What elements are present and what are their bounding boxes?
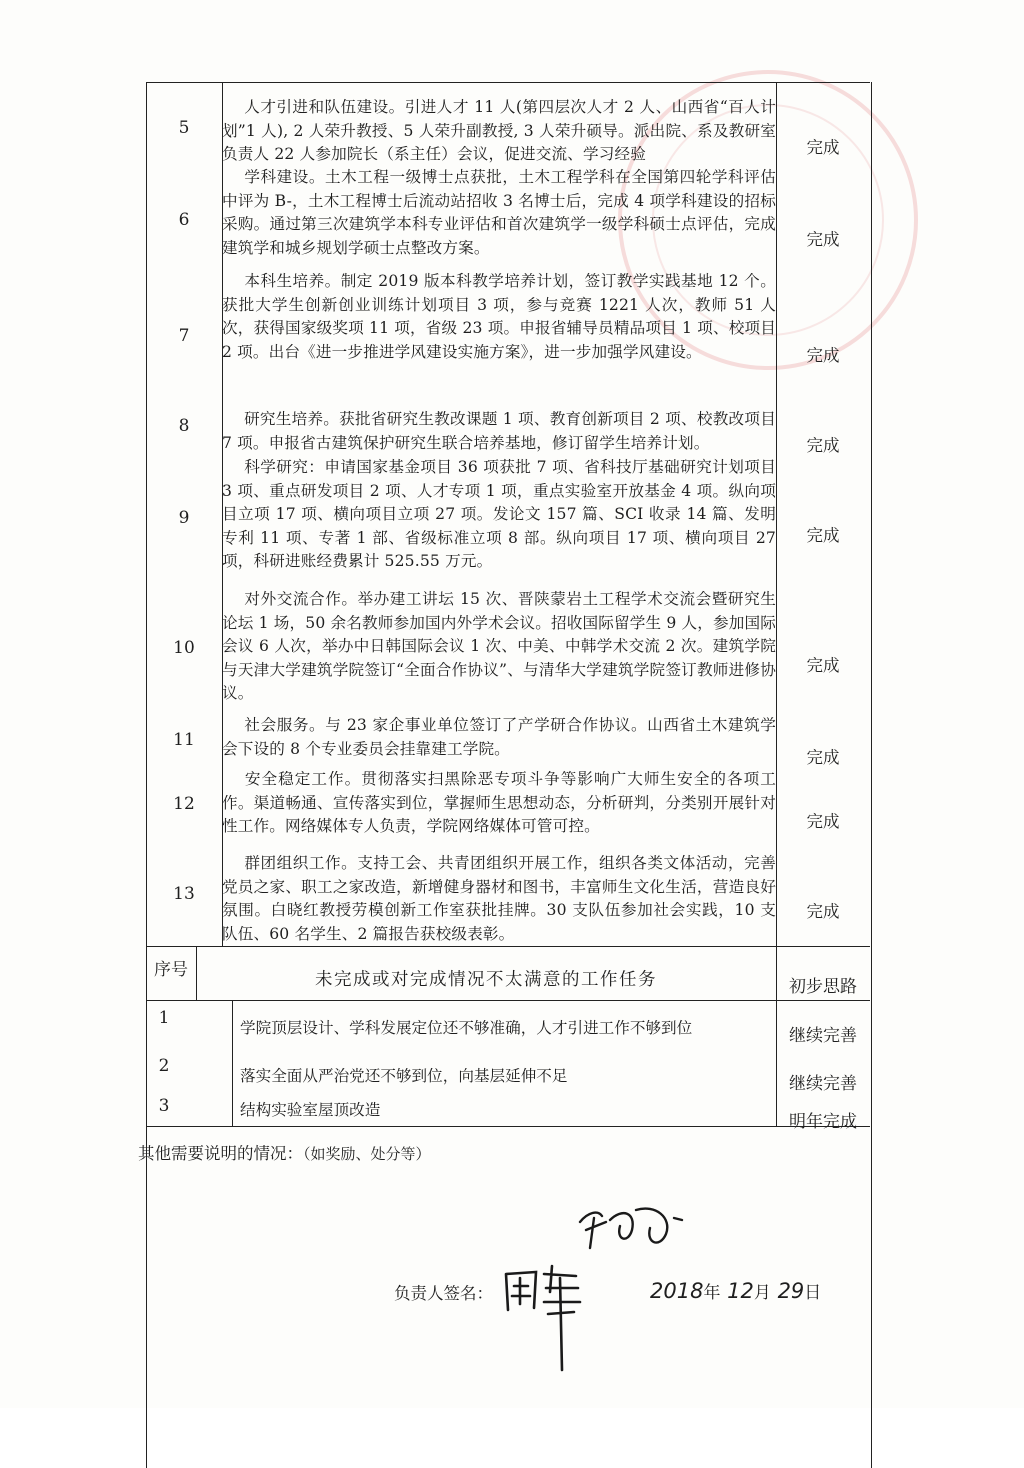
- task-number: 5: [178, 118, 190, 138]
- row-divider: [146, 82, 870, 83]
- unfinished-plan: 继续完善: [789, 1074, 857, 1094]
- seq-column-header: 序号: [154, 960, 188, 980]
- unfinished-number: 2: [158, 1056, 170, 1076]
- unfinished-description: 落实全面从严治党还不够到位，向基层延伸不足: [240, 1067, 568, 1085]
- task-status: 完成: [806, 138, 840, 157]
- task-number: 13: [173, 884, 195, 904]
- unfinished-description: 学院顶层设计、学科发展定位还不够准确，人才引进工作不够到位: [240, 1019, 693, 1037]
- task-status: 完成: [806, 526, 840, 545]
- unfinished-task-column-header: 未完成或对完成情况不太满意的工作任务: [315, 970, 657, 990]
- task-description: 群团组织工作。支持工会、共青团组织开展工作，组织各类文体活动，完善党员之家、职工之家改造，新增健身器材和图书，丰富师生文化生活，营造良好氛围。白晓红教授劳模创新工作室获批挂牌。30 支队伍参加社会实践，10 支队伍、60 名学生、2 篇报告获校级表彰。: [222, 854, 776, 943]
- task-status: 完成: [806, 902, 840, 921]
- other-notes-label: 其他需要说明的情况：（如奖励、处分等）: [138, 1144, 431, 1163]
- task-status: 完成: [806, 656, 840, 675]
- task-number: 8: [178, 416, 190, 436]
- task-status: 完成: [806, 436, 840, 455]
- task-number: 9: [178, 508, 190, 528]
- idea-column-header: 初步思路: [789, 977, 857, 997]
- task-number: 12: [173, 794, 195, 814]
- task-description: 科学研究：申请国家基金项目 36 项获批 7 项、省科技厅基础研究计划项目 3 项、重点研发项目 2 项、人才专项 1 项，重点实验室开放基金 4 项。纵向项目立项 17 项、横向项目立项 27 项。发论文 157 篇、SCI 收录 14 篇、发明专利 11 项、专著 1 部、省级标准立项 8 部。纵向项目 17 项、横向项目 27 项，科研进账经费累计 525.55 万元。: [222, 458, 776, 571]
- task-number: 10: [173, 638, 195, 658]
- task-status: 完成: [806, 230, 840, 249]
- task-number: 11: [173, 730, 195, 750]
- task-status: 完成: [806, 748, 840, 767]
- unfinished-plan: 继续完善: [789, 1026, 857, 1046]
- signature-label: 负责人签名：: [394, 1284, 493, 1303]
- handwritten-signature: [500, 1258, 610, 1378]
- unfinished-number: 3: [158, 1096, 170, 1116]
- row-divider: [146, 1126, 870, 1127]
- unfinished-number: 1: [158, 1008, 170, 1028]
- signature-date: 2018年 12月 29日: [650, 1279, 822, 1303]
- unfinished-plan: 明年完成: [789, 1112, 857, 1132]
- task-description: 安全稳定工作。贯彻落实扫黑除恶专项斗争等影响广大师生安全的各项工作。渠道畅通、宣传落实到位，掌握师生思想动态，分析研判，分类别开展针对性工作。网络媒体专人负责，学院网络媒体可管可控。: [222, 770, 776, 836]
- handwritten-signature: [576, 1200, 686, 1260]
- task-description: 研究生培养。获批省研究生教改课题 1 项、教育创新项目 2 项、校教改项目 7 项。申报省古建筑保护研究生联合培养基地，修订留学生培养计划。: [222, 410, 776, 452]
- task-status: 完成: [806, 346, 840, 365]
- unfinished-description: 结构实验室屋顶改造: [240, 1101, 381, 1119]
- row-divider: [146, 1000, 870, 1001]
- task-number: 7: [178, 326, 190, 346]
- task-description: 对外交流合作。举办建工讲坛 15 次、晋陕蒙岩土工程学术交流会暨研究生论坛 1 场，50 余名教师参加国内外学术会议。招收国际留学生 9 人，参加国际会议 6 人次，举办中日韩国际会议 1 次、中美、中韩学术交流 2 次。建筑学院与天津大学建筑学院签订“全面合作协议”、与清华大学建筑学院签订教师进修协议。: [222, 590, 776, 703]
- task-description: 学科建设。土木工程一级博士点获批，土木工程学科在全国第四轮学科评估中评为 B-，土木工程博士后流动站招收 3 名博士后，完成 4 项学科建设的招标采购。通过第三次建筑学本科专业评估和首次建筑学一级学科硕士点评估，完成建筑学和城乡规划学硕士点整改方案。: [222, 168, 776, 257]
- task-status: 完成: [806, 812, 840, 831]
- task-description: 人才引进和队伍建设。引进人才 11 人(第四层次人才 2 人、山西省“百人计划”1 人), 2 人荣升教授、5 人荣升副教授, 3 人荣升硕导。派出院、系及教研室负责人 22 人参加院长（系主任）会议，促进交流、学习经验: [222, 98, 776, 164]
- task-description: 社会服务。与 23 家企事业单位签订了产学研合作协议。山西省土木建筑学会下设的 8 个专业委员会挂靠建工学院。: [222, 716, 776, 758]
- task-number: 6: [178, 210, 190, 230]
- column-divider: [232, 1000, 233, 1126]
- task-description: 本科生培养。制定 2019 版本科教学培养计划，签订教学实践基地 12 个。获批大学生创新创业训练计划项目 3 项，参与竞赛 1221 人次，教师 51 人次，获得国家级奖项 11 项，省级 23 项。申报省辅导员精品项目 1 项、校项目 2 项。出台《进一步推进学风建设实施方案》，进一步加强学风建设。: [222, 272, 776, 361]
